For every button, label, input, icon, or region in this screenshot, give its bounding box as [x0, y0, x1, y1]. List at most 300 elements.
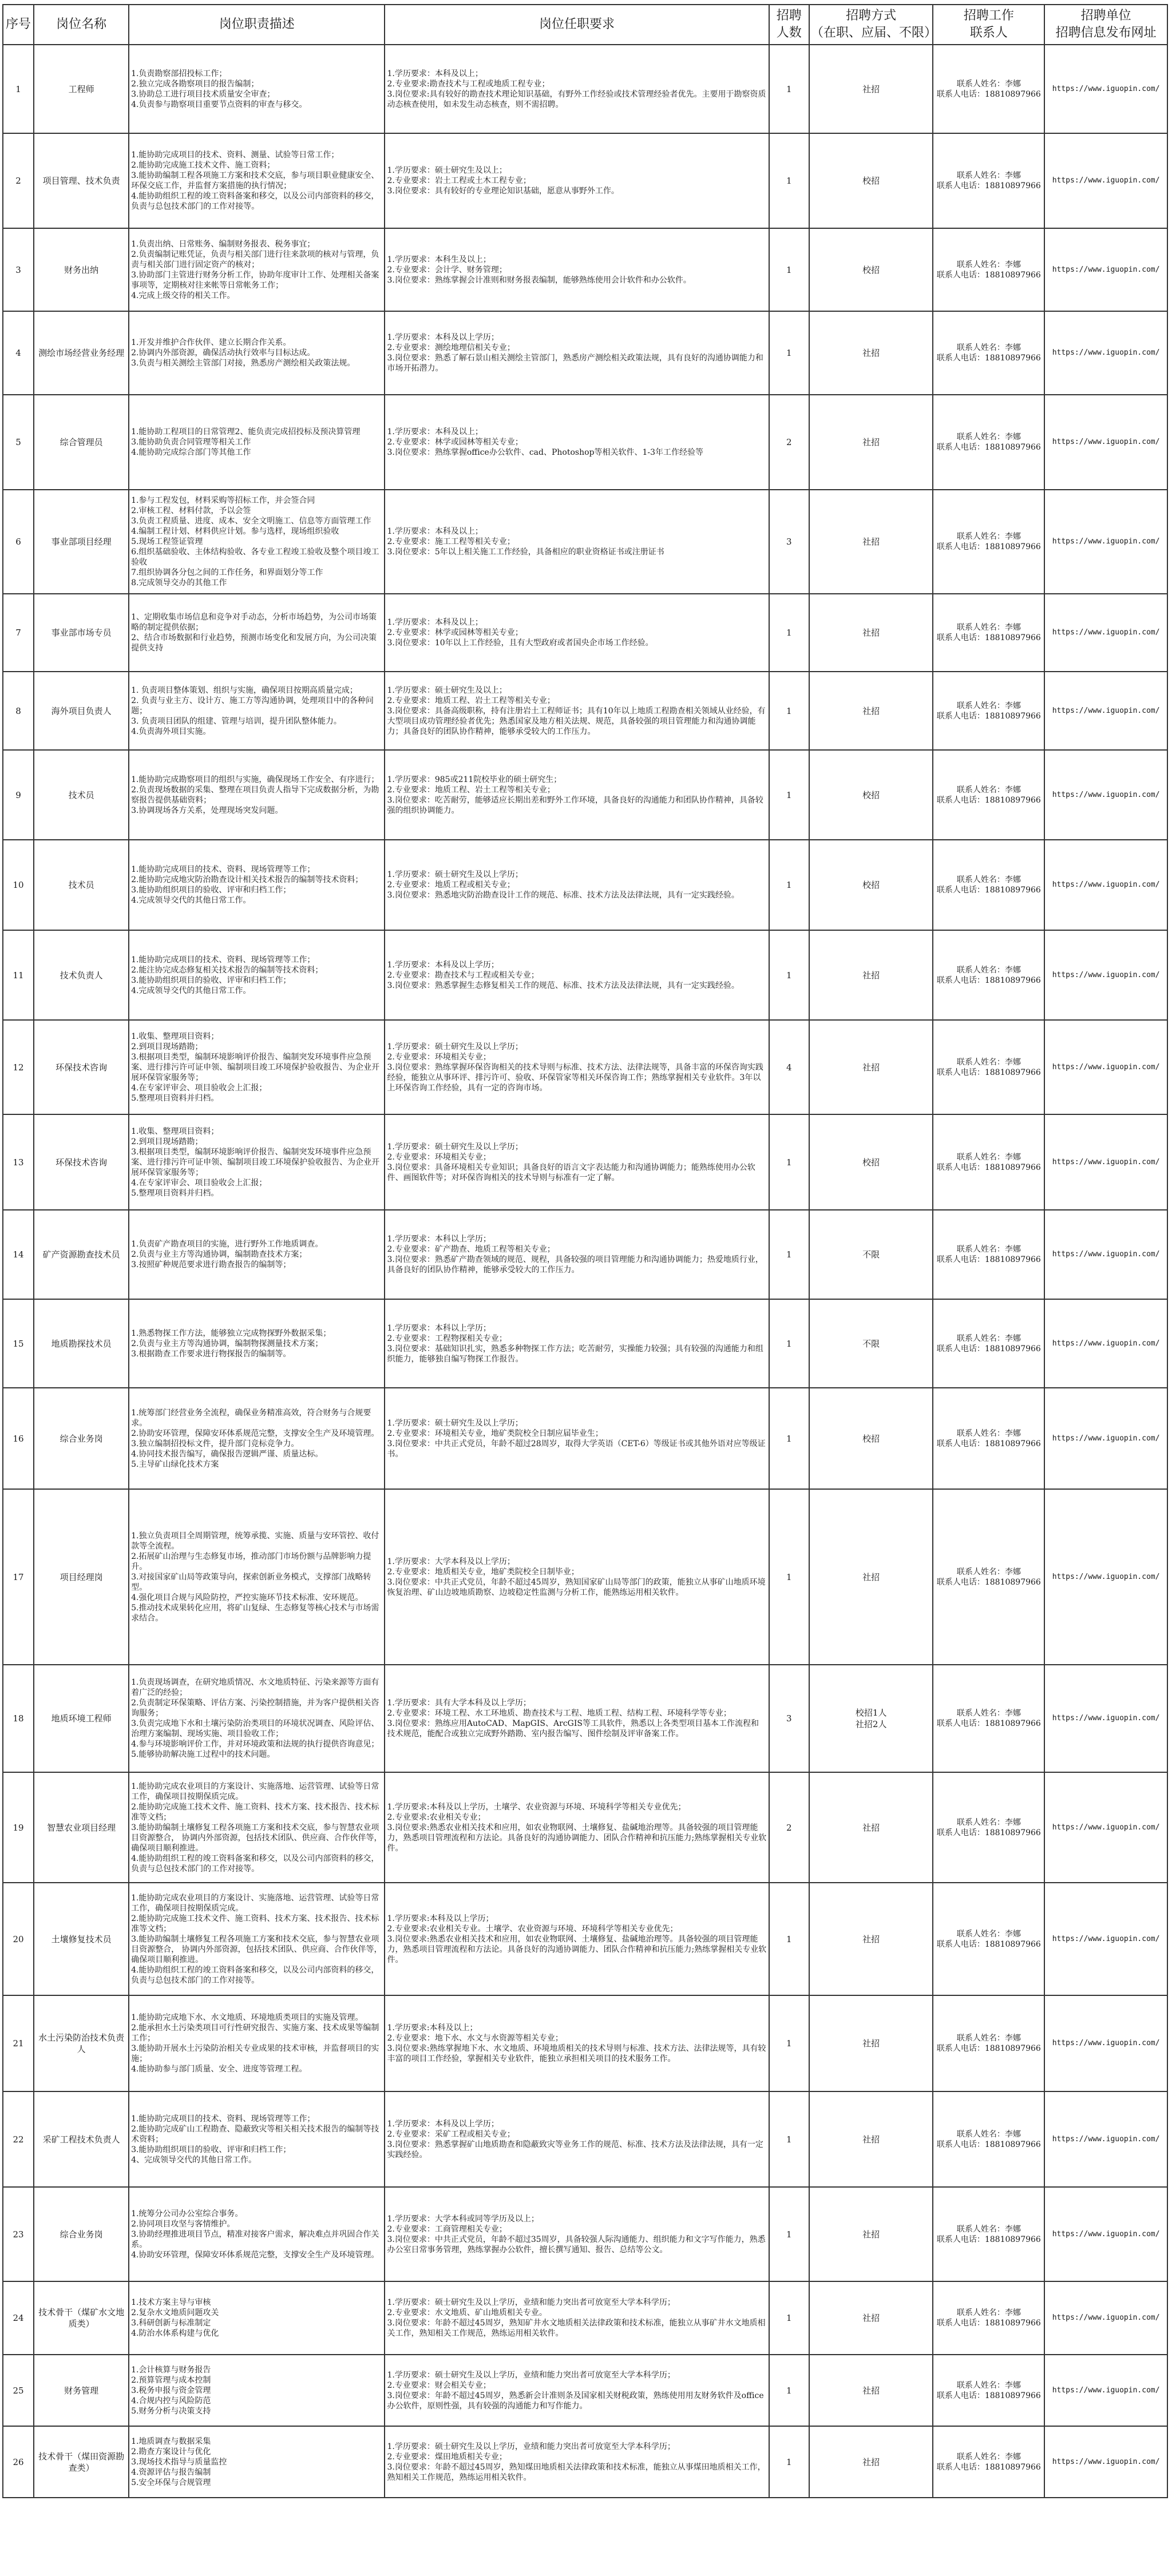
requirement-line: 2.专业要求：工商管理相关专业； [387, 2224, 507, 2234]
hire-count: 1 [769, 45, 809, 133]
duty-line: 1.能协助完成农业项目的方案设计、实施落地、运营管理、试验等日常工作，确保项目按期保质完成。 [131, 1781, 379, 1801]
header-contact [933, 5, 1044, 45]
requirement-line: 1.学历要求：硕士研究生及以上学历，业绩和能力突出者可放宽至大学本科学历； [387, 2298, 675, 2307]
job-duties [129, 1665, 385, 1772]
job-requirements [385, 228, 769, 311]
row-index: 11 [3, 930, 34, 1020]
duty-line: 4.协助安环管理，保障安环体系规范完整，支撑安全生产及环境管理。 [131, 2250, 379, 2260]
duty-line: 3.能协助开展水土污染防治相关专业成果的技术审核，并监督项目的实施； [131, 2044, 379, 2063]
job-requirements [385, 395, 769, 490]
duty-line: 1.统筹分公司办公室综合事务。 [131, 2209, 243, 2218]
job-requirements [385, 133, 769, 228]
requirement-line: 1.学历要求：大学本科及以上学历； [387, 1557, 515, 1566]
recruit-url-link[interactable]: https://www.iguopin.com/ [1044, 1995, 1167, 2091]
requirement-line: 1.学历要求：大学本科或同等学历及以上； [387, 2214, 539, 2224]
job-duties [129, 395, 385, 490]
header-method-line2: （在职、应届、不限） [810, 26, 937, 40]
requirement-line: 3.岗位要求：基础知识扎实，熟悉多种物探工作方法；吃苦耐劳，实操能力较强；具有较强的沟通能力和组织能力，能够独自编写物探工作报告。 [387, 1344, 763, 1364]
contact-phone: 联系人电话：18810897966 [936, 2044, 1041, 2053]
contact-info [933, 1665, 1044, 1772]
requirement-line: 2.专业要求：环境相关专业； [387, 1052, 491, 1062]
duty-line: 1.负责勘察部招投标工作； [131, 69, 227, 78]
hire-count: 2 [769, 395, 809, 490]
contact-info [933, 1995, 1044, 2091]
hire-method: 社招 [809, 2355, 933, 2426]
recruit-url-link[interactable]: https://www.iguopin.com/ [1044, 2187, 1167, 2281]
recruit-url-link[interactable]: https://www.iguopin.com/ [1044, 45, 1167, 133]
contact-info [933, 45, 1044, 133]
recruit-url-link[interactable]: https://www.iguopin.com/ [1044, 490, 1167, 594]
job-requirements [385, 1020, 769, 1114]
job-title: 工程师 [34, 45, 129, 133]
contact-phone: 联系人电话：18810897966 [936, 795, 1041, 805]
job-requirements [385, 1210, 769, 1299]
requirement-line: 3.岗位要求：5年以上相关施工工作经验，具备相应的职业资格证书或注册证书 [387, 547, 664, 557]
duty-line: 3.独立编制招投标文件，提升部门竞标竞争力。 [131, 1439, 299, 1448]
requirement-line: 2.专业要求：财会相关专业； [387, 2380, 491, 2390]
recruit-url-link[interactable]: https://www.iguopin.com/ [1044, 594, 1167, 672]
contact-name: 联系人姓名：李娜 [956, 2034, 1021, 2043]
row-index: 1 [3, 45, 34, 133]
requirement-line: 2.专业要求：煤田地质相关专业； [387, 2452, 507, 2462]
requirement-line: 1.学历要求：本科及以上； [387, 427, 483, 436]
contact-phone: 联系人电话：18810897966 [936, 711, 1041, 721]
requirement-line: 2.专业要求：地下水、水文与水资源等相关专业； [387, 2034, 563, 2043]
requirement-line: 3.岗位要求：10年以上工作经验，且有大型政府或者国央企市场工作经验。 [387, 638, 654, 648]
duty-line: 5.推动技术成果转化应用，将矿山复绿、生态修复等核心技术与市场需求结合。 [131, 1603, 379, 1623]
job-requirements [385, 2281, 769, 2355]
recruit-url-link[interactable]: https://www.iguopin.com/ [1044, 1388, 1167, 1489]
contact-info [933, 840, 1044, 930]
duty-line: 2.负责制定环保策略、评估方案、污染控制措施，并为客户提供相关咨询服务； [131, 1698, 379, 1718]
contact-name: 联系人姓名：李娜 [956, 2380, 1021, 2390]
requirement-line: 1.学历要求：硕士研究生及以上； [387, 685, 507, 695]
requirement-line: 3.岗位要求：中共正式党员，年龄不超过28周岁，取得大学英语（CET-6）等级证书或其他外语对应等级证书。 [387, 1439, 766, 1459]
contact-info [933, 2355, 1044, 2426]
duty-line: 4.资源评估与报告编制 [131, 2467, 211, 2477]
row-index: 18 [3, 1665, 34, 1772]
contact-phone: 联系人电话：18810897966 [936, 1067, 1041, 1077]
recruit-url-link[interactable]: https://www.iguopin.com/ [1044, 1665, 1167, 1772]
duty-line: 3.能协助负责合同管理等相关工作 [131, 438, 251, 447]
row-index: 16 [3, 1388, 34, 1489]
requirement-line: 1.学历要求：硕士研究生及以上学历； [387, 1418, 523, 1428]
requirement-line: 3.岗位要求：熟悉矿产勘查领域的规范、规程，具备较强的项目管理能力和沟通协调能力；热爱地质行业，具备良好的团队协作精神，能够承受较大的工作压力。 [387, 1255, 763, 1275]
contact-name: 联系人姓名：李娜 [956, 1057, 1021, 1067]
job-requirements [385, 672, 769, 750]
requirement-line: 2.专业要求：矿产勘查、地质工程等相关专业； [387, 1245, 555, 1254]
duty-line: 5.能够协助解决施工过程中的技术问题。 [131, 1750, 275, 1759]
row-index: 22 [3, 2091, 34, 2187]
table-row [3, 228, 1167, 311]
duty-line: 3.根据勘查工作要求进行物探报告的编制等。 [131, 1349, 291, 1359]
duty-line: 2.负责与业主方等沟通协调，编制物探测量技术方案； [131, 1339, 323, 1348]
job-title: 事业部市场专员 [34, 594, 129, 672]
duty-line: 5.主导矿山绿化技术方案 [131, 1459, 219, 1469]
row-index: 10 [3, 840, 34, 930]
job-requirements [385, 840, 769, 930]
requirement-line: 1.学历要求:本科及以上； [387, 2023, 478, 2033]
contact-info [933, 672, 1044, 750]
job-title: 水土污染防治技术负责人 [34, 1995, 129, 2091]
table-row [3, 1210, 1167, 1299]
duty-line: 5.财务分析与决策支持 [131, 2406, 211, 2416]
job-title: 环保技术咨询 [34, 1114, 129, 1210]
contact-phone: 联系人电话：18810897966 [936, 1255, 1041, 1264]
hire-count: 4 [769, 1020, 809, 1114]
recruit-url-link[interactable]: https://www.iguopin.com/ [1044, 1020, 1167, 1114]
requirement-line: 2.专业要求：地质工程或相关专业； [387, 880, 515, 890]
requirement-line: 1.学历要求：硕士研究生及以上学历，业绩和能力突出者可放宽至大学本科学历； [387, 2370, 675, 2380]
requirement-line: 2.专业要求：采矿工程或相关专业； [387, 2129, 515, 2139]
table-row [3, 1020, 1167, 1114]
job-duties [129, 750, 385, 840]
header-row [3, 5, 1167, 45]
duty-line: 5.整理项目资料并归档。 [131, 1093, 219, 1103]
duty-line: 1.能协助完成项目的技术、资料、现场管理等工作； [131, 865, 315, 874]
duty-line: 2.审核工程、材料付款，予以会签 [131, 506, 251, 515]
contact-info [933, 594, 1044, 672]
duty-line: 3.科研创新与标准制定 [131, 2319, 211, 2328]
contact-info [933, 1388, 1044, 1489]
hire-method: 社招 [809, 1883, 933, 1995]
duty-line: 2. 负责与业主方、设计方、施工方等沟通协调，处理项目中的各种问题； [131, 696, 374, 716]
header-index: 序号 [3, 5, 34, 45]
hire-method: 社招 [809, 45, 933, 133]
contact-name: 联系人姓名：李娜 [956, 1245, 1021, 1254]
table-row [3, 750, 1167, 840]
hire-method-line: 校招1人 [855, 1708, 887, 1718]
recruit-url-link[interactable]: https://www.iguopin.com/ [1044, 2281, 1167, 2355]
contact-phone: 联系人电话：18810897966 [936, 443, 1041, 452]
hire-method: 社招 [809, 2281, 933, 2355]
job-title: 技术员 [34, 750, 129, 840]
requirement-line: 2.专业要求：环境相关专业，地矿类院校全日制应届毕业生； [387, 1428, 603, 1438]
row-index: 20 [3, 1883, 34, 1995]
job-requirements [385, 750, 769, 840]
hire-count: 1 [769, 1489, 809, 1665]
row-index: 14 [3, 1210, 34, 1299]
hire-count: 1 [769, 840, 809, 930]
hire-method: 社招 [809, 311, 933, 395]
job-requirements [385, 45, 769, 133]
duty-line: 4.完成领导交代的其他日常工作。 [131, 896, 251, 905]
duty-line: 1.熟悉物探工作方法，能够独立完成物探野外数据采集； [131, 1328, 331, 1338]
duty-line: 1.能协助完成项目的技术、资料、现场管理等工作； [131, 955, 315, 964]
requirement-line: 3.岗位要求：年龄不超过45周岁，熟知煤田地质相关法律政策和技术标准，能独立从事煤田地质相关工作，熟知相关工作规范，熟练运用相关软件。 [387, 2462, 766, 2482]
job-duties [129, 930, 385, 1020]
requirement-line: 1.学历要求：硕士研究生及以上学历； [387, 1042, 523, 1051]
header-url [1044, 5, 1167, 45]
job-title: 海外项目负责人 [34, 672, 129, 750]
contact-name: 联系人姓名：李娜 [956, 1817, 1021, 1827]
recruit-url-link[interactable]: https://www.iguopin.com/ [1044, 228, 1167, 311]
contact-phone: 联系人电话：18810897966 [936, 1939, 1041, 1949]
requirement-line: 3.岗位要求：具备高级职称，持有注册岩土工程师证书；具有10年以上地质工程勘查相关领域从业经验，有大型项目成功管理经验者优先；熟悉国家及地方相关法规、规范，具备较强的项目管理能力和沟通协调能力；具备良好的团队协作精神，能够承受较大的工作压力。 [387, 706, 766, 736]
hire-count: 1 [769, 750, 809, 840]
requirement-line: 2.专业要求：环境工程、水工环地质、勘查技术与工程、地质工程、结构工程、环境科学等专业； [387, 1709, 731, 1718]
recruit-url-link[interactable]: https://www.iguopin.com/ [1044, 311, 1167, 395]
hire-method: 社招 [809, 2187, 933, 2281]
hire-count: 1 [769, 1299, 809, 1388]
requirement-line: 2.专业要求：工程物探相关专业； [387, 1333, 507, 1343]
job-duties [129, 2426, 385, 2498]
duty-line: 1.能协助完成农业项目的方案设计、实施落地、运营管理、试验等日常工作，确保项目按期保质完成。 [131, 1893, 379, 1913]
row-index: 3 [3, 228, 34, 311]
job-duties [129, 672, 385, 750]
header-method-line1: 招聘方式 [846, 9, 897, 23]
recruit-url-link[interactable]: https://www.iguopin.com/ [1044, 750, 1167, 840]
hire-method: 社招 [809, 1020, 933, 1114]
duty-line: 1.统筹部门经营业务全流程，确保业务精准高效，符合财务与合规要求。 [131, 1408, 371, 1428]
row-index: 21 [3, 1995, 34, 2091]
contact-phone: 联系人电话：18810897966 [936, 975, 1041, 985]
job-title: 智慧农业项目经理 [34, 1772, 129, 1883]
duty-line: 7.组织协调各分包之间的工作任务，和界面划分等工作 [131, 568, 323, 577]
contact-name: 联系人姓名：李娜 [956, 623, 1021, 632]
contact-info [933, 2281, 1044, 2355]
contact-phone: 联系人电话：18810897966 [936, 2462, 1041, 2472]
duty-line: 3.现场技术指导与质量监控 [131, 2457, 227, 2467]
job-duties [129, 1210, 385, 1299]
duty-line: 4.完成领导交代的其他日常工作。 [131, 986, 251, 995]
duty-line: 3.税务申报与资金管理 [131, 2386, 211, 2395]
header-count-line2: 人数 [776, 26, 802, 40]
row-index: 6 [3, 490, 34, 594]
recruit-url-link[interactable]: https://www.iguopin.com/ [1044, 2355, 1167, 2426]
requirement-line: 1.学历要求：本科及以上学历； [387, 960, 499, 970]
hire-method: 不限 [809, 1299, 933, 1388]
header-contact-line2: 联系人 [969, 26, 1008, 40]
job-requirements [385, 1114, 769, 1210]
requirement-line: 2.专业要求：勘查技术与工程或相关专业； [387, 970, 539, 980]
hire-count: 1 [769, 1388, 809, 1489]
hire-count: 2 [769, 1772, 809, 1883]
job-title: 采矿工程技术负责人 [34, 2091, 129, 2187]
duty-line: 3. 负责项目团队的组建、管理与培训，提升团队整体能力。 [131, 716, 342, 726]
contact-info [933, 490, 1044, 594]
job-duties [129, 45, 385, 133]
job-requirements [385, 1299, 769, 1388]
duty-line: 4.负责海外项目实施。 [131, 727, 211, 736]
table-row [3, 2281, 1167, 2355]
table-row [3, 1388, 1167, 1489]
header-contact-line1: 招聘工作 [963, 9, 1014, 23]
requirement-line: 1.学历要求:本科及以上学历，土壤学、农业资源与环境、环境科学等相关专业优先； [387, 1802, 686, 1812]
recruit-url-link[interactable]: https://www.iguopin.com/ [1044, 2426, 1167, 2498]
contact-phone: 联系人电话：18810897966 [936, 2391, 1041, 2400]
duty-line: 3.负责完成地下水和土壤污染防治类项目的环境状况调查、风险评估、治理方案编制、现场实施、项目验收工作； [131, 1719, 379, 1738]
job-requirements [385, 311, 769, 395]
contact-info [933, 133, 1044, 228]
table-row [3, 1489, 1167, 1665]
recruit-url-link[interactable]: https://www.iguopin.com/ [1044, 1114, 1167, 1210]
recruitment-table [2, 4, 1168, 2498]
header-url-line2: 招聘信息发布网址 [1055, 26, 1157, 40]
job-requirements [385, 2187, 769, 2281]
contact-info [933, 1020, 1044, 1114]
hire-count: 1 [769, 1210, 809, 1299]
duty-line: 3.协助经理推进项目节点，精准对接客户需求，解决难点并巩固合作关系。 [131, 2229, 379, 2249]
row-index: 13 [3, 1114, 34, 1210]
recruit-url-link[interactable]: https://www.iguopin.com/ [1044, 1883, 1167, 1995]
job-duties [129, 840, 385, 930]
job-title: 地质勘探技术员 [34, 1299, 129, 1388]
duty-line: 4.在专家评审会、项目验收会上汇报； [131, 1178, 267, 1188]
hire-method: 校招 [809, 1388, 933, 1489]
table-row [3, 2355, 1167, 2426]
duty-line: 2.复杂水文地质问题攻关 [131, 2308, 219, 2317]
job-duties [129, 2091, 385, 2187]
recruit-url-link[interactable]: https://www.iguopin.com/ [1044, 930, 1167, 1020]
job-title: 财务出纳 [34, 228, 129, 311]
recruit-url-link[interactable]: https://www.iguopin.com/ [1044, 2091, 1167, 2187]
contact-name: 联系人姓名：李娜 [956, 2224, 1021, 2234]
contact-phone: 联系人电话：18810897966 [936, 270, 1041, 280]
hire-count: 3 [769, 1665, 809, 1772]
requirement-line: 3.岗位要求:熟悉农业相关技术和应用，如农业物联网、土壤修复、盐碱地治理等。具备较强的项目管理能力，熟悉项目管理流程和方法论。具备良好的沟通协调能力、团队合作精神和抗压能力;熟练掌握相关专业软件。 [387, 1823, 767, 1853]
contact-info [933, 1772, 1044, 1883]
contact-info [933, 1883, 1044, 1995]
duty-line: 1.参与工程发包，材料采购等招标工作，并会签合同 [131, 496, 315, 505]
contact-info [933, 228, 1044, 311]
duty-line: 1.能协助工程项目的日常管理2、能负责完成招投标及预决算管理 [131, 427, 361, 436]
duty-line: 2.负责现场数据的采集、整理在项目负责人指导下完成数据分析，为勘察报告提供基础资料； [131, 785, 379, 805]
duty-line: 2.协同项目攻坚与客情维护。 [131, 2219, 235, 2229]
duty-line: 1.开发并维护合作伙伴、建立长期合作关系。 [131, 338, 291, 347]
header-method [809, 5, 937, 45]
recruit-url-link[interactable]: https://www.iguopin.com/ [1044, 672, 1167, 750]
contact-phone: 联系人电话：18810897966 [936, 2319, 1041, 2328]
row-index: 12 [3, 1020, 34, 1114]
hire-method: 社招 [809, 594, 933, 672]
requirement-line: 2.专业要求：水文地质、矿山地质相关专业。 [387, 2308, 547, 2317]
requirement-line: 3.岗位要求：熟悉掌握矿山地质勘查和隐蔽致灾等业务工作的规范、标准、技术方法及法律法规，具有一定实践经验。 [387, 2140, 763, 2160]
hire-method: 社招 [809, 1489, 933, 1665]
hire-method: 社招 [809, 2091, 933, 2187]
duty-line: 1.能协助完成项目的技术、资料、现场管理等工作； [131, 2114, 315, 2123]
duty-line: 4.负责参与勘察项目重要节点资料的审查与移交。 [131, 100, 307, 109]
job-title: 技术骨干（煤矿水文地质类） [34, 2281, 129, 2355]
contact-info [933, 1114, 1044, 1210]
requirement-line: 3.岗位要求：熟练应用AutoCAD、MapGIS、ArcGIS等工具软件，熟悉以上各类型项目基本工作流程和技术规范，能配合或独立完成野外踏勘、室内报告编写、图件绘制及评审备案工作。 [387, 1719, 759, 1738]
header-url-line1: 招聘单位 [1080, 9, 1131, 23]
duty-line: 4.能协助完成综合部门等其他工作 [131, 448, 251, 457]
table-row [3, 1299, 1167, 1388]
duty-line: 4.强化项目合规与风险防控，严控实施环节技术标准、安环规范。 [131, 1593, 363, 1602]
duty-line: 4.能协助参与部门质量、安全、进度等管理工程。 [131, 2065, 307, 2074]
row-index: 7 [3, 594, 34, 672]
job-duties [129, 1299, 385, 1388]
job-requirements [385, 1995, 769, 2091]
duty-line: 1.负责现场调查，在研究地质情况、水文地质特征、污染来源等方面有着广泛的经验； [131, 1678, 379, 1697]
duty-line: 2.勘查方案设计与优化 [131, 2447, 211, 2456]
duty-line: 3.根据项目类型，编制环境影响评价报告、编制突发环境事件应急预案、进行排污许可证申领、编制项目竣工环境保护验收报告、为企业开展环保管家服务等； [131, 1147, 380, 1177]
requirement-line: 3.岗位要求：熟练掌握环保咨询相关的技术导则与标准、技术方法、法律法规等，具备丰富的环保咨询实践经验，能独立从事环评、排污许可、验收、环保管家等相关环保咨询工作；熟练掌握相关专业软件。3年以上环保咨询工作经验，具有一定的咨询市场。 [387, 1062, 763, 1093]
recruit-url-link[interactable]: https://www.iguopin.com/ [1044, 133, 1167, 228]
recruit-url-link[interactable]: https://www.iguopin.com/ [1044, 1299, 1167, 1388]
table-row [3, 930, 1167, 1020]
recruit-url-link[interactable]: https://www.iguopin.com/ [1044, 1210, 1167, 1299]
requirement-line: 1.学历要求：具有大学本科及以上学历； [387, 1698, 531, 1708]
row-index: 23 [3, 2187, 34, 2281]
recruit-url-link[interactable]: https://www.iguopin.com/ [1044, 1489, 1167, 1665]
duty-line: 1.能协助完成地下水、水文地质、环境地质类项目的实施及管理。 [131, 2013, 363, 2022]
requirement-line: 2.专业要求：岩土工程或土木工程专业； [387, 176, 531, 185]
requirement-line: 3.岗位要求：具有较好的专业理论知识基础，愿意从事野外工作。 [387, 186, 619, 196]
table-row [3, 672, 1167, 750]
contact-phone: 联系人电话：18810897966 [936, 2234, 1041, 2244]
duty-line: 3.根据项目类型，编制环境影响评价报告、编制突发环境事件应急预案、进行排污许可证申领、编制项目竣工环境保护验收报告、为企业开展环保管家服务等； [131, 1052, 380, 1082]
job-duties [129, 1883, 385, 1995]
job-title: 事业部项目经理 [34, 490, 129, 594]
duty-line: 2.能协助完成施工技术文件、施工资料、技术方案、技术报告、技术标准等文档； [131, 1802, 379, 1822]
hire-count: 1 [769, 228, 809, 311]
hire-method: 不限 [809, 1210, 933, 1299]
contact-name: 联系人姓名：李娜 [956, 2308, 1021, 2317]
hire-method: 社招 [809, 2426, 933, 2498]
job-duties [129, 2187, 385, 2281]
duty-line: 5.现场工程签证管理 [131, 537, 203, 546]
recruit-url-link[interactable]: https://www.iguopin.com/ [1044, 840, 1167, 930]
requirement-line: 2.专业要求:农业相关专业。土壤学、农业资源与环境、环境科学等相关专业优先； [387, 1924, 678, 1934]
requirement-line: 2.专业要求:勘查技术与工程或地质工程专业； [387, 79, 550, 89]
requirement-line: 2.专业要求：地质相关专业，地矿类院校全日制毕业； [387, 1567, 579, 1577]
requirement-line: 2.专业要求:农业相关专业； [387, 1812, 486, 1822]
contact-name: 联系人姓名：李娜 [956, 1929, 1021, 1939]
requirement-line: 2.专业要求：林学或园林等相关专业； [387, 628, 523, 637]
hire-method-line: 社招2人 [855, 1719, 887, 1729]
job-requirements [385, 594, 769, 672]
requirement-line: 1.学历要求：本科生及以上； [387, 255, 491, 264]
hire-count: 1 [769, 930, 809, 1020]
table-row [3, 45, 1167, 133]
requirement-line: 3.岗位要求：中共正式党员，年龄不超过45周岁，熟知国家矿山局等部门的政策，能独立从事矿山地质环境恢复治理、矿山边坡地质勘察、边坡稳定性监测与分析工作，能熟练运用相关软件。 [387, 1577, 766, 1597]
header-count-line1: 招聘 [776, 9, 802, 23]
table-row [3, 2187, 1167, 2281]
recruit-url-link[interactable]: https://www.iguopin.com/ [1044, 395, 1167, 490]
requirement-line: 1.学历要求：硕士研究生及以上学历； [387, 1142, 523, 1152]
duty-line: 3.能协助编制土壤修复工程各项施工方案和技术交底，参与智慧农业项目资源整合， 协调内外部资源，包括技术团队、供应商、合作伙伴等，确保项目顺利推进。 [131, 1823, 382, 1853]
job-requirements [385, 1772, 769, 1883]
contact-name: 联系人姓名：李娜 [956, 2452, 1021, 2462]
requirement-line: 1.学历要求：本科及以上学历； [387, 333, 499, 342]
contact-phone: 联系人电话：18810897966 [936, 89, 1041, 99]
duty-line: 1.负责矿产勘查项目的实施，进行野外工作地质调查。 [131, 1240, 323, 1249]
recruit-url-link[interactable]: https://www.iguopin.com/ [1044, 1772, 1167, 1883]
requirement-line: 3.岗位要求：熟悉地灾防治勘查设计工作的规范、标准、技术方法及法律法规，具有一定实践经验。 [387, 891, 739, 900]
contact-info [933, 311, 1044, 395]
contact-info [933, 2091, 1044, 2187]
requirement-line: 3.岗位要求：中共正式党员，年龄不超过35周岁，具备较强人际沟通能力、组织能力和文字写作能力，熟悉办公室日常事务管理，熟练掌握办公软件，擅长撰写通知、报告、总结等公文。 [387, 2234, 766, 2255]
hire-count: 1 [769, 1995, 809, 2091]
duty-line: 2.能协助完成施工技术文件、施工资料； [131, 161, 275, 170]
job-title: 环保技术咨询 [34, 1020, 129, 1114]
duty-line: 5.整理项目资料并归档。 [131, 1188, 219, 1198]
job-duties [129, 228, 385, 311]
table-row [3, 1995, 1167, 2091]
requirement-line: 1.学历要求：985或211院校毕业的硕士研究生； [387, 775, 562, 784]
job-title: 技术员 [34, 840, 129, 930]
row-index: 24 [3, 2281, 34, 2355]
contact-phone: 联系人电话：18810897966 [936, 354, 1041, 363]
contact-info [933, 1299, 1044, 1388]
requirement-line: 1.学历要求：本科及以上； [387, 69, 483, 78]
requirement-line: 1.学历要求：本科及以上； [387, 527, 483, 536]
requirement-line: 2.专业要求：地质工程、岩土工程等相关专业； [387, 696, 555, 705]
job-title: 测绘市场经营业务经理 [34, 311, 129, 395]
requirement-line: 1.学历要求：本科以上学历； [387, 1323, 491, 1333]
